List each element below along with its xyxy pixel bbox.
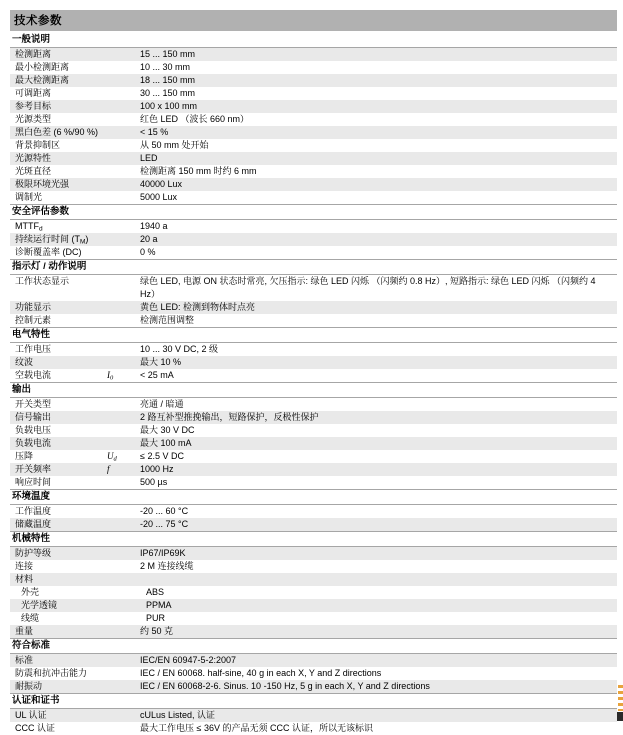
spec-value: IEC / EN 60068-2-6. Sinus. 10 -150 Hz, 5 g in each X, Y and Z directions bbox=[140, 681, 430, 691]
spec-value: 500 µs bbox=[140, 477, 168, 487]
spec-row bbox=[10, 437, 617, 450]
spec-label: 黑白色差 (6 %/90 %) bbox=[15, 127, 99, 137]
spec-row bbox=[10, 139, 617, 152]
spec-label: CCC 认证 bbox=[15, 723, 55, 733]
spec-row bbox=[10, 48, 617, 61]
spec-row bbox=[10, 518, 617, 531]
section-heading: 机械特性 bbox=[10, 531, 617, 547]
spec-row bbox=[10, 61, 617, 74]
spec-value: 5000 Lux bbox=[140, 192, 178, 202]
spec-label: 线缆 bbox=[21, 613, 40, 623]
spec-row bbox=[10, 113, 617, 126]
spec-label: 空载电流 bbox=[15, 370, 52, 380]
spec-value: -20 ... 60 °C bbox=[140, 506, 189, 516]
spec-label: 参考目标 bbox=[15, 101, 52, 111]
spec-row bbox=[10, 680, 617, 693]
section-heading: 环境温度 bbox=[10, 489, 617, 505]
section-heading: 输出 bbox=[10, 382, 617, 398]
section-heading: 认证和证书 bbox=[10, 693, 617, 709]
spec-label: 最小检测距离 bbox=[15, 62, 70, 72]
spec-label: 光源类型 bbox=[15, 114, 52, 124]
page-edge-artifact bbox=[617, 685, 623, 721]
section-heading: 安全评估参数 bbox=[10, 204, 617, 220]
spec-row bbox=[10, 547, 617, 560]
spec-label: 负载电流 bbox=[15, 438, 52, 448]
spec-row bbox=[10, 275, 617, 301]
spec-row bbox=[10, 301, 617, 314]
page-title: 技术参数 bbox=[10, 10, 617, 31]
spec-value: ABS bbox=[146, 587, 165, 597]
edge-artifact-dashes bbox=[618, 685, 623, 711]
spec-value: 最大工作电压 ≤ 36V 的产品无须 CCC 认证，所以无该标识 bbox=[140, 723, 373, 733]
spec-row bbox=[10, 398, 617, 411]
spec-row bbox=[10, 476, 617, 489]
spec-label: 控制元素 bbox=[15, 315, 52, 325]
spec-label: UL 认证 bbox=[15, 710, 47, 720]
spec-row bbox=[10, 356, 617, 369]
spec-value: 0 % bbox=[140, 247, 156, 257]
spec-row bbox=[10, 654, 617, 667]
spec-row bbox=[10, 709, 617, 722]
spec-label: 功能显示 bbox=[15, 302, 52, 312]
spec-row bbox=[10, 599, 617, 612]
spec-row bbox=[10, 165, 617, 178]
spec-value: 1940 a bbox=[140, 221, 168, 231]
spec-label: 信号输出 bbox=[15, 412, 52, 422]
spec-row bbox=[10, 612, 617, 625]
spec-row bbox=[10, 100, 617, 113]
spec-row bbox=[10, 505, 617, 518]
spec-label: 防震和抗冲击能力 bbox=[15, 668, 88, 678]
spec-value: 100 x 100 mm bbox=[140, 101, 198, 111]
spec-value: cULus Listed, 认证 bbox=[140, 710, 216, 720]
spec-value: IEC/EN 60947-5-2:2007 bbox=[140, 655, 237, 665]
spec-value: 绿色 LED, 电源 ON 状态时常亮, 欠压指示: 绿色 LED 闪烁 （闪频约 0.8 Hz）, 短路指示: 绿色 LED 闪烁 （闪频约 4 Hz） bbox=[140, 276, 596, 299]
spec-symbol: $U_d$ bbox=[107, 451, 117, 463]
spec-row bbox=[10, 369, 617, 382]
spec-row bbox=[10, 220, 617, 233]
spec-value: 15 ... 150 mm bbox=[140, 49, 196, 59]
spec-label: 外壳 bbox=[21, 587, 40, 597]
spec-label: 光源特性 bbox=[15, 153, 52, 163]
spec-row bbox=[10, 411, 617, 424]
spec-label: 光斑直径 bbox=[15, 166, 52, 176]
spec-value: 亮通 / 暗通 bbox=[140, 399, 184, 409]
spec-row bbox=[10, 152, 617, 165]
section-heading: 符合标准 bbox=[10, 638, 617, 654]
spec-row bbox=[10, 233, 617, 246]
spec-value: IP67/IP69K bbox=[140, 548, 186, 558]
spec-label: 工作温度 bbox=[15, 506, 52, 516]
spec-label: $MTTF_d$ bbox=[15, 221, 43, 233]
spec-value: IEC / EN 60068. half-sine, 40 g in each X, Y and Z directions bbox=[140, 668, 382, 678]
section-heading: 指示灯 / 动作说明 bbox=[10, 259, 617, 275]
spec-label: 调制光 bbox=[15, 192, 43, 202]
spec-label: 诊断覆盖率 (DC) bbox=[15, 247, 82, 257]
spec-value: 18 ... 150 mm bbox=[140, 75, 196, 85]
spec-value: 最大 30 V DC bbox=[140, 425, 195, 435]
spec-row bbox=[10, 586, 617, 599]
spec-row bbox=[10, 246, 617, 259]
spec-value: < 15 % bbox=[140, 127, 169, 137]
spec-row bbox=[10, 87, 617, 100]
spec-value: 检测范围调整 bbox=[140, 315, 195, 325]
spec-label: 工作状态显示 bbox=[15, 276, 70, 286]
spec-label: 可调距离 bbox=[15, 88, 52, 98]
spec-symbol: f bbox=[107, 464, 110, 474]
spec-value: 黄色 LED: 检测到物体时点亮 bbox=[140, 302, 256, 312]
spec-row bbox=[10, 314, 617, 327]
spec-value: 检测距离 150 mm 时约 6 mm bbox=[140, 166, 257, 176]
spec-row bbox=[10, 424, 617, 437]
spec-label: 防护等级 bbox=[15, 548, 52, 558]
spec-value: 30 ... 150 mm bbox=[140, 88, 196, 98]
section-heading: 一般说明 bbox=[10, 33, 617, 48]
section-heading: 电气特性 bbox=[10, 327, 617, 343]
spec-label: 储藏温度 bbox=[15, 519, 52, 529]
spec-value: 10 ... 30 mm bbox=[140, 62, 191, 72]
spec-symbol: $I_0$ bbox=[107, 370, 114, 382]
spec-row bbox=[10, 450, 617, 463]
spec-row bbox=[10, 667, 617, 680]
spec-value: PUR bbox=[146, 613, 166, 623]
spec-row bbox=[10, 178, 617, 191]
spec-row bbox=[10, 625, 617, 638]
spec-value: ≤ 2.5 V DC bbox=[140, 451, 184, 461]
spec-row bbox=[10, 343, 617, 356]
spec-label: 工作电压 bbox=[15, 344, 52, 354]
spec-label: 压降 bbox=[15, 451, 34, 461]
spec-value: 10 ... 30 V DC, 2 级 bbox=[140, 344, 219, 354]
spec-label: 连接 bbox=[15, 561, 34, 571]
datasheet-page bbox=[10, 10, 617, 735]
spec-value: PPMA bbox=[146, 600, 172, 610]
spec-value: < 25 mA bbox=[140, 370, 174, 380]
spec-value: LED bbox=[140, 153, 158, 163]
spec-value: 最大 100 mA bbox=[140, 438, 192, 448]
spec-label: 响应时间 bbox=[15, 477, 52, 487]
spec-row bbox=[10, 74, 617, 87]
spec-label: 负载电压 bbox=[15, 425, 52, 435]
spec-label: 极限环境光强 bbox=[15, 179, 70, 189]
spec-value: 1000 Hz bbox=[140, 464, 174, 474]
spec-value: -20 ... 75 °C bbox=[140, 519, 189, 529]
spec-label: 耐振动 bbox=[15, 681, 43, 691]
spec-row bbox=[10, 463, 617, 476]
spec-table bbox=[10, 33, 617, 735]
spec-label: 最大检测距离 bbox=[15, 75, 70, 85]
spec-value: 从 50 mm 处开始 bbox=[140, 140, 209, 150]
spec-label: 标准 bbox=[15, 655, 34, 665]
spec-value: 2 路互补型推挽输出，短路保护，反极性保护 bbox=[140, 412, 319, 422]
spec-label: 重量 bbox=[15, 626, 34, 636]
spec-label: 持续运行时间 $(T_M)$ bbox=[15, 234, 89, 246]
spec-label: 纹波 bbox=[15, 357, 34, 367]
spec-value: 20 a bbox=[140, 234, 158, 244]
spec-value: 红色 LED （波长 660 nm） bbox=[140, 114, 250, 124]
spec-row bbox=[10, 722, 617, 735]
spec-label: 开关类型 bbox=[15, 399, 52, 409]
spec-value: 40000 Lux bbox=[140, 179, 183, 189]
spec-value: 最大 10 % bbox=[140, 357, 182, 367]
spec-row bbox=[10, 573, 617, 586]
spec-value: 2 M 连接线缆 bbox=[140, 561, 194, 571]
spec-label: 检测距离 bbox=[15, 49, 52, 59]
spec-row bbox=[10, 560, 617, 573]
spec-label: 背景抑制区 bbox=[15, 140, 61, 150]
spec-label: 材料 bbox=[15, 574, 34, 584]
edge-artifact-block bbox=[617, 712, 623, 721]
spec-row bbox=[10, 191, 617, 204]
spec-row bbox=[10, 126, 617, 139]
spec-label: 光学透镜 bbox=[21, 600, 58, 610]
spec-value: 约 50 克 bbox=[140, 626, 174, 636]
spec-label: 开关频率 bbox=[15, 464, 52, 474]
